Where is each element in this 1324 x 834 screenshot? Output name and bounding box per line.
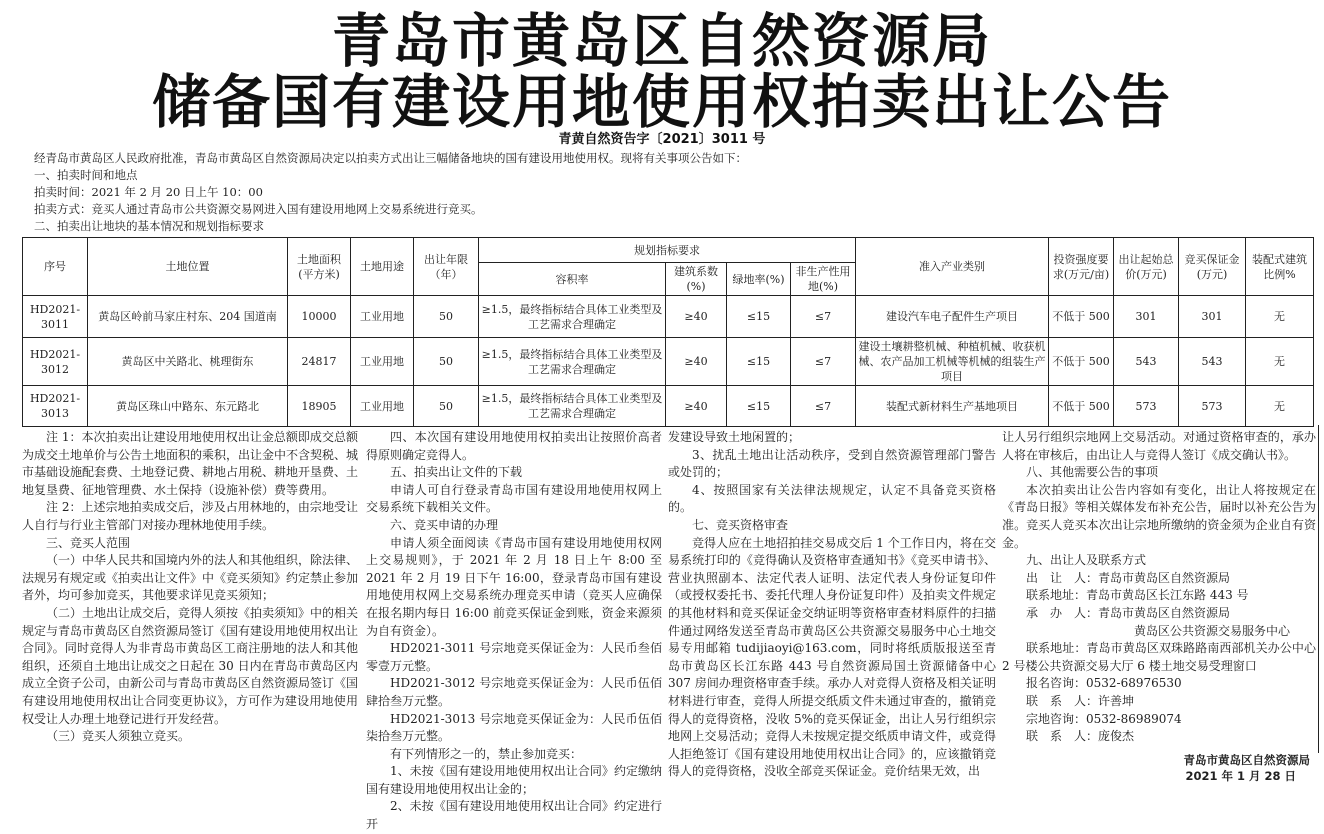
cell-deposit: 573 (1179, 386, 1246, 427)
paragraph: HD2021-3011 号宗地竞买保证金为：人民币叁佰零壹万元整。 (366, 641, 662, 673)
cell-area: 10000 (288, 296, 351, 338)
cell-nonprod: ≤7 (791, 386, 856, 427)
cell-no: HD2021-3013 (23, 386, 88, 427)
cell-invest: 不低于 500 (1049, 386, 1114, 427)
table-row (23, 338, 1314, 386)
cell-nonprod: ≤7 (791, 296, 856, 338)
title-line-1: 青岛市黄岛区自然资源局 (331, 7, 992, 75)
cell-location: 黄岛区中关路北、桃理街东 (88, 338, 288, 386)
cell-prefab: 无 (1246, 386, 1314, 427)
cell-use: 工业用地 (351, 296, 414, 338)
paragraph: 九、出让人及联系方式 (1026, 553, 1147, 568)
paragraph: 六、竞买申请的办理 (390, 517, 499, 532)
paragraph: 申请人须全面阅读《青岛市国有建设用地使用权网上交易规则》，于 2021 年 2 月 18 日上午 8:00 至 2021 年 2 月 19 日下午 16:00，登录青岛市国有建设用地使用权网上交易系统办理竞买申请（竞买人应确保在报名期内每日 16:00 前竞买保证金到账，资金来源须为自有资金）。 (366, 535, 662, 638)
header-prefab: 装配式建筑比例% (1246, 238, 1314, 296)
paragraph: 1、未按《国有建设用地使用权出让合同》约定缴纳国有建设用地使用权出让金的； (366, 764, 662, 796)
header-industry: 准入产业类别 (856, 238, 1049, 296)
cell-nonprod: ≤7 (791, 338, 856, 386)
header-green: 绿地率(%) (727, 263, 791, 296)
header-density: 建筑系数(%) (666, 263, 727, 296)
cell-industry: 建设汽车电子配件生产项目 (856, 296, 1049, 338)
cell-density: ≥40 (666, 296, 727, 338)
text-column-3 (668, 429, 996, 781)
paragraph: 七、竞买资格审查 (692, 517, 789, 532)
text-column-4 (1002, 429, 1316, 784)
cell-far: ≥1.5，最终指标结合具体工业类型及工艺需求合理确定 (479, 338, 666, 386)
cell-term: 50 (414, 296, 479, 338)
text-column-2 (366, 429, 662, 834)
cell-no: HD2021-3012 (23, 338, 88, 386)
cell-location: 黄岛区珠山中路东、东元路北 (88, 386, 288, 427)
section-heading: 一、拍卖时间和地点 (34, 168, 138, 182)
section-heading: 二、拍卖出让地块的基本情况和规划指标要求 (34, 219, 264, 233)
signature-org: 青岛市黄岛区自然资源局 (1183, 752, 1310, 767)
cell-prefab: 无 (1246, 338, 1314, 386)
cell-invest: 不低于 500 (1049, 296, 1114, 338)
paragraph: 报名咨询：0532-68976530 (1026, 676, 1182, 691)
cell-no: HD2021-3011 (23, 296, 88, 338)
paragraph: 联 系 人：庞俊杰 (1026, 729, 1135, 744)
header-location: 土地位置 (88, 238, 288, 296)
paragraph: 发建设导致土地闲置的； (668, 430, 801, 444)
paragraph: HD2021-3012 号宗地竞买保证金为：人民币伍佰肆拾叁万元整。 (366, 676, 662, 708)
paragraph: 2、未按《国有建设用地使用权出让合同》约定进行开 (366, 799, 662, 832)
cell-invest: 不低于 500 (1049, 338, 1114, 386)
cell-location: 黄岛区岭前马家庄村东、204 国道南 (88, 296, 288, 338)
paragraph: 注 2：上述宗地拍卖成交后，涉及占用林地的，由宗地受让人自行与行业主管部门对接办理林地使用手续。 (22, 500, 358, 532)
paragraph: 五、拍卖出让文件的下载 (390, 465, 523, 480)
cell-green: ≤15 (727, 386, 791, 427)
paragraph: （二）土地出让成交后，竞得人须按《拍卖须知》中的相关规定与青岛市黄岛区自然资源局签订《国有建设用地使用权出让合同》。同时竞得人为非青岛市黄岛区工商注册地的法人和其他组织，还须自土地出让成交之日起在 30 日内在青岛市黄岛区内成立全资子公司，由新公司与青岛市黄岛区自然资源局签订《国有建设用地使用权出让合同变更协议》，方可作为建设用地使用权受让人办理土地登记进行开发经营。 (22, 605, 359, 726)
title-line-2: 储备国有建设用地使用权拍卖出让公告 (151, 68, 1172, 136)
paragraph: 黄岛区公共资源交易服务中心 (1134, 623, 1291, 638)
paragraph: （三）竞买人须独立竞买。 (46, 729, 191, 744)
header-invest: 投资强度要求(万元/亩) (1049, 238, 1114, 296)
paragraph: （一）中华人民共和国境内外的法人和其他组织，除法律、法规另有规定或《拍卖出让文件》中《竞买须知》约定禁止参加者外，均可参加竞买，其他要求详见竞买须知； (22, 553, 359, 603)
cell-price: 543 (1114, 338, 1179, 386)
paragraph: 八、其他需要公告的事项 (1026, 465, 1159, 480)
cell-green: ≤15 (727, 296, 791, 338)
cell-price: 301 (1114, 296, 1179, 338)
header-no: 序号 (23, 238, 88, 296)
cell-area: 18905 (288, 386, 351, 427)
cell-area: 24817 (288, 338, 351, 386)
cell-far: ≥1.5，最终指标结合具体工业类型及工艺需求合理确定 (479, 296, 666, 338)
cell-industry: 装配式新材料生产基地项目 (856, 386, 1049, 427)
paragraph: 本次拍卖出让公告内容如有变化，出让人将按规定在《青岛日报》等相关媒体发布补充公告，届时以补充公告为准。竞买人竞买本次出让宗地所缴纳的资金须为企业自有资金。 (1002, 482, 1316, 550)
cell-use: 工业用地 (351, 386, 414, 427)
cell-green: ≤15 (727, 338, 791, 386)
header-far: 容积率 (479, 263, 666, 296)
paragraph: 3、扰乱土地出让活动秩序，受到自然资源管理部门警告或处罚的； (668, 447, 996, 480)
cell-price: 573 (1114, 386, 1179, 427)
paragraph: 联系地址：青岛市黄岛区双珠路路南西部机关办公中心 2 号楼公共资源交易大厅 6 楼土地交易受理窗口 (1002, 641, 1316, 673)
header-nonprod: 非生产性用地(%) (791, 263, 856, 296)
paragraph: 联 系 人：许善坤 (1026, 693, 1135, 708)
table-row (23, 386, 1314, 427)
paragraph: 四、本次国有建设用地使用权拍卖出让按照价高者得原则确定竞得人。 (366, 430, 662, 462)
paragraph: 出 让 人：青岛市黄岛区自然资源局 (1026, 570, 1231, 585)
intro-section (34, 150, 1314, 235)
paragraph: 让人另行组织宗地网上交易活动。对通过资格审查的，承办人将在审核后，由出让人与竞得人签订《成交确认书》。 (1002, 430, 1316, 462)
paragraph: 注 1：本次拍卖出让建设用地使用权出让金总额即成交总额为成交土地单价与公告土地面积的乘积，出让金中不含契税、城市基础设施配套费、土地登记费、耕地占用税、耕地开垦费、土地复垦费、征地管理费、水土保持（设施补偿）费等费用。 (22, 430, 359, 497)
paragraph: 三、竞买人范围 (46, 535, 131, 550)
cell-term: 50 (414, 386, 479, 427)
right-border-rule (1318, 425, 1319, 753)
signature-date: 2021 年 1 月 28 日 (1185, 768, 1296, 783)
paragraph: 联系地址：青岛市黄岛区长江东路 443 号 (1026, 588, 1249, 603)
table-row (23, 296, 1314, 338)
header-term: 出让年限（年） (414, 238, 479, 296)
document-number: 青黄自然资告字〔2021〕3011 号 (558, 132, 766, 147)
paragraph: 宗地咨询：0532-86989074 (1026, 711, 1182, 726)
cell-deposit: 301 (1179, 296, 1246, 338)
auction-time: 拍卖时间：2021 年 2 月 20 日上午 10：00 (34, 185, 263, 199)
text-column-1 (22, 429, 358, 746)
header-deposit: 竞买保证金(万元) (1179, 238, 1246, 296)
paragraph: HD2021-3013 号宗地竞买保证金为：人民币伍佰柒拾叁万元整。 (366, 711, 662, 744)
cell-density: ≥40 (666, 338, 727, 386)
paragraph: 竞得人应在土地招拍挂交易成交后 1 个工作日内，将在交易系统打印的《竞得确认及资格审查通知书》《竞买申请书》、营业执照副本、法定代表人证明、法定代表人身份证复印件（或授权委托书、委托代理人身份证复印件）及拍卖文件规定的其他材料和竞买保证金交纳证明等资格审查材料原件的扫描件通过网络发送至青岛市黄岛区公共资源交易服务中心土地交易专用邮箱 tudijiaoyi@163.com，同时将纸质版报送至青岛市黄岛区长江东路 443 号自然资源局国土资源储备中心 307 房间办理资格审查手续。承办人对竞得人资格及相关证明材料进行审查，竞得人所提交纸质文件未通过审查的，撤销竞得人的竞得资格，没收 5%的竞买保证金，出让人另行组织宗地网上交易活动；竞得人未按规定提交纸质申请文件，或竞得人拒绝签订《国有建设用地使用权出让合同》的，应该撤销竞得人的竞得资格，没收全部竞买保证金。竞价结果无效，出 (668, 535, 996, 779)
header-price: 出让起始总价(万元) (1114, 238, 1179, 296)
header-use: 土地用途 (351, 238, 414, 296)
cell-prefab: 无 (1246, 296, 1314, 338)
cell-term: 50 (414, 338, 479, 386)
auction-method: 拍卖方式：竞买人通过青岛市公共资源交易网进入国有建设用地网上交易系统进行竞买。 (34, 202, 483, 216)
cell-density: ≥40 (666, 386, 727, 427)
cell-use: 工业用地 (351, 338, 414, 386)
cell-deposit: 543 (1179, 338, 1246, 386)
cell-far: ≥1.5，最终指标结合具体工业类型及工艺需求合理确定 (479, 386, 666, 427)
header-planning-group: 规划指标要求 (479, 238, 856, 263)
paragraph: 有下列情形之一的，禁止参加竞买： (390, 746, 583, 761)
paragraph: 承 办 人：青岛市黄岛区自然资源局 (1026, 605, 1231, 620)
paragraph: 4、按照国家有关法律法规规定，认定不具备竞买资格的。 (668, 482, 996, 515)
header-area: 土地面积(平方米) (288, 238, 351, 296)
signature-block (1002, 752, 1316, 784)
land-parcel-table (22, 237, 1314, 427)
cell-industry: 建设土壤耕整机械、种植机械、收获机械、农产品加工机械等机械的组装生产项目 (856, 338, 1049, 386)
intro-paragraph: 经青岛市黄岛区人民政府批准，青岛市黄岛区自然资源局决定以拍卖方式出让三幅储备地块的国有建设用地使用权。现将有关事项公告如下： (34, 151, 747, 165)
paragraph: 申请人可自行登录青岛市国有建设用地使用权网上交易系统下载相关文件。 (366, 482, 662, 515)
